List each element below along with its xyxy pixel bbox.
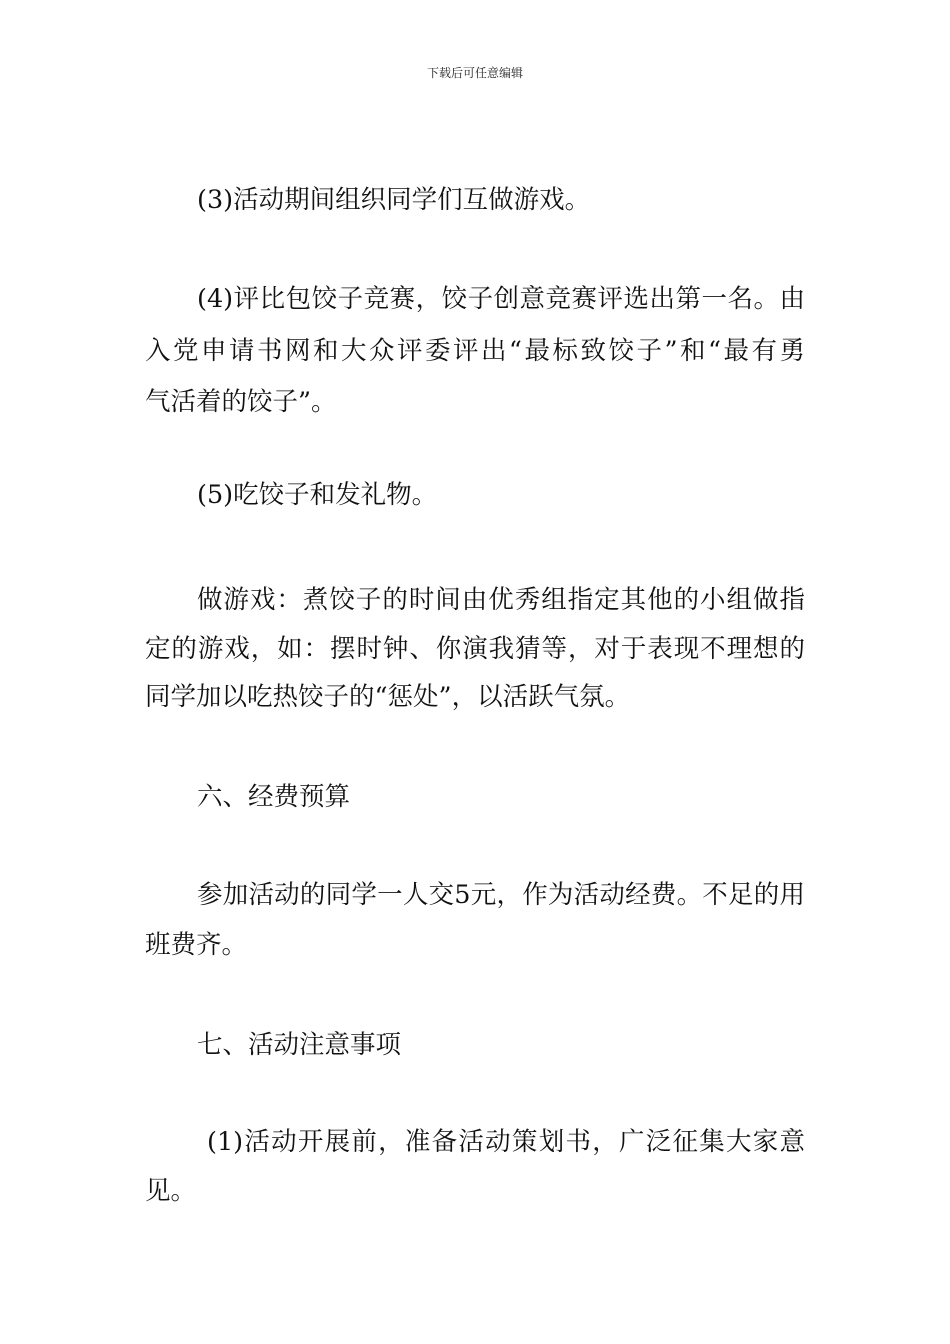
- paragraph-note-one: [145, 1118, 805, 1216]
- paragraph-line: 做游戏：煮饺子的时间由优秀组指定其他的小组做指: [197, 585, 805, 615]
- paragraph-line: 入党申请书网和大众评委评出“最标致饺子”和“最有勇: [145, 335, 805, 366]
- paragraph-line: 定的游戏，如：摆时钟、你演我猜等，对于表现不理想的: [145, 633, 805, 664]
- paragraph-game-details: [145, 576, 805, 722]
- section-heading-text: 七、活动注意事项: [197, 1030, 402, 1060]
- paragraph-games-during-activity: [145, 175, 805, 225]
- paragraph-dumpling-contest: [145, 274, 805, 429]
- paragraph-line: (5)吃饺子和发礼物。: [197, 480, 438, 510]
- paragraph-line: 参加活动的同学一人交5元，作为活动经费。不足的用: [197, 880, 805, 910]
- paragraph-line: (4)评比包饺子竞赛，饺子创意竞赛评选出第一名。由: [197, 284, 805, 314]
- section-heading-notes: [145, 1020, 805, 1070]
- paragraph-line: (3)活动期间组织同学们互做游戏。: [197, 185, 591, 215]
- header-note: 下载后可任意编辑: [426, 66, 523, 80]
- paragraph-line: 气活着的饺子”。: [145, 387, 337, 417]
- section-heading-budget: [145, 772, 805, 822]
- paragraph-eat-and-gifts: [145, 470, 805, 520]
- paragraph-line: (1)活动开展前，准备活动策划书，广泛征集大家意: [207, 1127, 805, 1157]
- paragraph-budget-details: [145, 870, 805, 970]
- paragraph-line: 班费齐。: [145, 930, 248, 960]
- paragraph-line: 同学加以吃热饺子的“惩处”，以活跃气氛。: [145, 682, 631, 712]
- paragraph-line: 见。: [145, 1176, 197, 1206]
- section-heading-text: 六、经费预算: [197, 782, 351, 812]
